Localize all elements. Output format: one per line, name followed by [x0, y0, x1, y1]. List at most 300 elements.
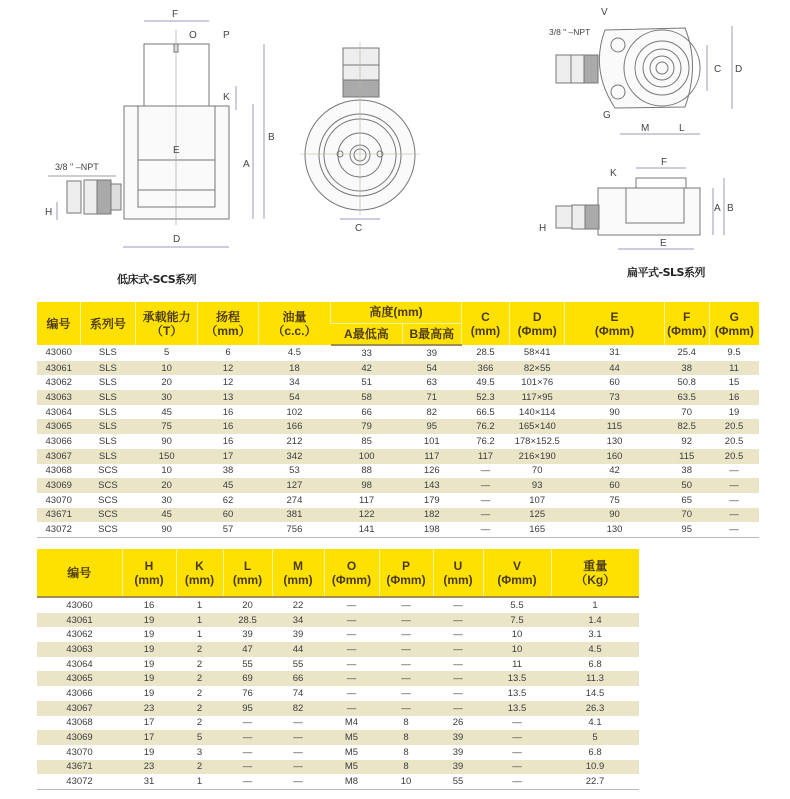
table-cell: 16: [198, 419, 258, 434]
table-cell: 179: [423, 494, 440, 506]
table-cell: 65: [681, 494, 692, 506]
table-cell: —: [346, 629, 357, 641]
col2-header-weight: 重量 （Kg）: [551, 549, 639, 597]
dim-label-E: E: [173, 145, 180, 156]
table-cell: 102: [286, 406, 303, 418]
table-cell: 1: [176, 613, 223, 628]
table-cell: 43671: [37, 760, 122, 775]
table-cell: 15: [728, 377, 740, 389]
table-cell: 70: [681, 406, 692, 418]
col-header-a-min: A最低高: [331, 323, 403, 345]
table-cell: 43064: [66, 658, 93, 670]
table-cell: 90: [161, 435, 172, 447]
table-cell: 101: [423, 435, 440, 447]
table-cell: 12: [198, 361, 258, 376]
table-cell: 20: [242, 599, 253, 611]
table-cell: —: [346, 599, 357, 611]
table-cell: 43066: [45, 435, 72, 447]
table-row: [37, 464, 759, 479]
table-cell: —: [453, 687, 463, 699]
sls-side-view: [556, 168, 724, 249]
table-cell: —: [480, 494, 491, 506]
table-cell: 95: [664, 522, 709, 537]
col2-header-m: M (mm): [272, 549, 324, 597]
table-cell: 43063: [37, 642, 122, 657]
table-cell: 13.5: [507, 687, 527, 699]
table-cell: 130: [606, 435, 623, 447]
table-cell: 57: [198, 522, 258, 537]
dim-label-L-sls: L: [679, 123, 685, 134]
table-cell: 150: [135, 449, 198, 464]
table-cell: M8: [324, 774, 379, 789]
dim-label-C-sls: C: [714, 64, 722, 75]
table-cell: —: [401, 629, 411, 641]
table-cell: 10: [161, 465, 172, 477]
table-cell: 90: [609, 406, 620, 418]
table-cell: 3.1: [588, 629, 602, 641]
col2-header-p: P (Φmm): [379, 549, 433, 597]
table-cell: —: [512, 717, 522, 729]
table-cell: 11: [709, 361, 759, 376]
table-cell: 43070: [66, 746, 93, 758]
table-cell: SLS: [98, 347, 117, 359]
table-cell: 8: [403, 746, 409, 758]
table-cell: 130: [565, 522, 665, 537]
table-cell: —: [346, 658, 357, 670]
table-cell: 16: [222, 435, 234, 447]
table-cell: —: [324, 642, 379, 657]
table-cell: 7.5: [483, 613, 551, 628]
table-cell: —: [223, 774, 272, 789]
table-cell: —: [709, 522, 759, 537]
table-row: [37, 627, 639, 642]
table-cell: 53: [289, 465, 300, 477]
dim-label-B-sls: B: [727, 203, 734, 214]
table-cell: —: [324, 613, 379, 628]
table-cell: 100: [331, 449, 403, 464]
table-cell: —: [272, 760, 324, 775]
sls-top-view: [556, 26, 732, 134]
table-cell: —: [483, 730, 551, 745]
table-cell: 19: [143, 629, 155, 641]
table-cell: 43063: [37, 390, 80, 405]
table-cell: 74: [292, 687, 304, 699]
table-cell: 5: [164, 347, 170, 359]
table-cell: 8: [379, 730, 433, 745]
table-cell: 4.5: [551, 642, 639, 657]
table-cell: —: [461, 478, 510, 493]
table-cell: 127: [258, 478, 331, 493]
table-cell: —: [379, 701, 433, 716]
table-cell: 30: [135, 390, 198, 405]
table-cell: 82.5: [664, 419, 709, 434]
dim-label-K: K: [223, 92, 230, 103]
technical-drawings: [0, 0, 790, 290]
table-cell: 82: [272, 701, 324, 716]
table-row: [37, 508, 759, 523]
table-cell: 60: [198, 508, 258, 523]
col-header-oil: 油量 （c.c.）: [258, 302, 331, 345]
table-row: [37, 405, 759, 420]
table-cell: SLS: [80, 419, 135, 434]
table-cell: —: [379, 671, 433, 686]
table-cell: 20: [135, 478, 198, 493]
table-row: [37, 671, 639, 686]
table-row: [37, 493, 759, 508]
table-cell: 26.3: [551, 701, 639, 716]
dim-label-A: A: [243, 159, 250, 170]
table-cell: 6.8: [588, 658, 602, 670]
table-cell: 76.2: [461, 419, 510, 434]
table-cell: 12: [222, 377, 234, 389]
table-cell: 381: [258, 508, 331, 523]
col2-header-k: K (mm): [176, 549, 223, 597]
col2-header-o: O (Φmm): [324, 549, 379, 597]
table-cell: 756: [258, 522, 331, 537]
col-header-g: G (Φmm): [709, 302, 759, 345]
table-cell: 126: [423, 465, 440, 477]
table-cell: SCS: [98, 465, 118, 477]
table-cell: —: [709, 478, 759, 493]
table-cell: 13: [198, 390, 258, 405]
table-cell: 75: [135, 419, 198, 434]
table-cell: 117×95: [510, 390, 565, 405]
table-cell: 10: [511, 629, 523, 641]
col-header-d: D (Φmm): [510, 302, 565, 345]
dim-label-C: C: [355, 223, 363, 234]
table-cell: 178×152.5: [514, 435, 560, 447]
table-cell: 198: [402, 522, 461, 537]
table-cell: —: [346, 687, 357, 699]
table-cell: 90: [135, 522, 198, 537]
table-cell: 141: [331, 522, 403, 537]
dim-label-F-sls: F: [661, 157, 668, 168]
table-cell: 70: [531, 465, 543, 477]
table-cell: 43061: [37, 613, 122, 628]
table-cell: 1: [196, 629, 203, 641]
table-cell: 31: [609, 347, 620, 359]
table-cell: 75: [609, 494, 620, 506]
table-row: [37, 361, 759, 376]
table-cell: —: [461, 508, 510, 523]
table-cell: 50.8: [677, 377, 696, 389]
table-cell: —: [242, 717, 253, 729]
table-cell: SLS: [80, 390, 135, 405]
table-cell: 8: [403, 717, 409, 729]
table-cell: 5: [176, 730, 223, 745]
table-row: [37, 657, 639, 672]
table-cell: 79: [331, 419, 403, 434]
dim-label-A-sls: A: [714, 203, 721, 214]
col-header-stroke: 扬程 （mm）: [198, 302, 258, 345]
dim-label-H: H: [45, 207, 53, 218]
table-cell: 165: [510, 522, 565, 537]
table-cell: 85: [361, 435, 372, 447]
table-row: [37, 375, 759, 390]
table-cell: SLS: [98, 377, 117, 389]
table-row: [37, 478, 759, 493]
table-cell: 39: [426, 347, 438, 359]
table-cell: —: [293, 746, 303, 758]
dim-label-npt-sls: 3/8 " –NPT: [549, 27, 591, 37]
table-cell: 76: [242, 687, 253, 699]
table-cell: 143: [402, 478, 461, 493]
table-cell: 19: [122, 671, 176, 686]
dim-label-npt: 3/8 " –NPT: [55, 162, 99, 172]
table-row: [37, 716, 639, 731]
table-cell: 16: [709, 390, 759, 405]
table-cell: 45: [161, 406, 172, 418]
table-cell: SCS: [80, 478, 135, 493]
table-cell: 43062: [45, 377, 72, 389]
table-cell: 11: [512, 658, 522, 670]
table-cell: 60: [565, 478, 665, 493]
table-cell: 20: [161, 377, 172, 389]
table-cell: 38: [681, 465, 692, 477]
table-cell: 125: [510, 508, 565, 523]
col-header-series: 系列号: [80, 302, 135, 345]
table-row: [37, 774, 639, 789]
table-cell: 107: [529, 494, 546, 506]
col-header-b-max: B最高高: [402, 323, 461, 345]
table-cell: 47: [223, 642, 272, 657]
table-cell: 82×55: [510, 361, 565, 376]
table-cell: —: [709, 508, 759, 523]
col-header-code: 编号: [37, 302, 80, 345]
dim-label-B: B: [268, 132, 275, 143]
table-cell: 43062: [66, 629, 93, 641]
table-cell: 2: [196, 717, 203, 729]
table-row: [37, 419, 759, 434]
table-cell: 2: [196, 687, 203, 699]
table-cell: 140×114: [518, 406, 556, 418]
table-cell: 20.5: [709, 449, 759, 464]
table-cell: 2: [176, 671, 223, 686]
table-cell: 115: [565, 419, 665, 434]
table-cell: SLS: [98, 406, 117, 418]
col2-header-u: U (mm): [433, 549, 483, 597]
table-cell: 10: [379, 774, 433, 789]
table-cell: 76.2: [476, 435, 495, 447]
table-cell: 11.3: [551, 671, 639, 686]
table-cell: 19: [728, 406, 740, 418]
table-cell: 9.5: [727, 347, 741, 359]
table-cell: —: [483, 774, 551, 789]
table-row: [37, 613, 639, 628]
col2-header-h: H (mm): [122, 549, 176, 597]
table-cell: 39: [292, 629, 304, 641]
table-cell: 66: [272, 671, 324, 686]
table-cell: 13.5: [483, 671, 551, 686]
table-cell: 43067: [37, 701, 122, 716]
table-cell: —: [453, 629, 463, 641]
table-cell: 10.9: [551, 760, 639, 775]
col2-header-code: 编号: [37, 549, 122, 597]
table-cell: 54: [402, 361, 461, 376]
table-cell: 5.5: [510, 599, 524, 611]
table-cell: 4.1: [588, 717, 602, 729]
table-cell: 55: [242, 658, 253, 670]
table-cell: 19: [122, 613, 176, 628]
table-cell: 58: [331, 390, 403, 405]
table-cell: 4.5: [287, 347, 302, 359]
table-cell: 39: [433, 760, 483, 775]
table-cell: 117: [461, 449, 510, 464]
table-cell: 165×140: [510, 419, 565, 434]
table-row: [37, 434, 759, 449]
table-cell: 63.5: [664, 390, 709, 405]
table-cell: SLS: [98, 435, 117, 447]
table-cell: 45: [135, 508, 198, 523]
table-cell: 19: [143, 687, 155, 699]
col-header-f: F (Φmm): [664, 302, 709, 345]
dim-label-K-sls: K: [610, 168, 617, 179]
table-cell: 25.4: [677, 347, 696, 359]
table-cell: 1.4: [551, 613, 639, 628]
table-cell: —: [379, 613, 433, 628]
table-cell: 8: [379, 760, 433, 775]
table-cell: 122: [331, 508, 403, 523]
table-cell: 43060: [45, 347, 72, 359]
dim-label-D: D: [173, 234, 181, 245]
table-cell: 70: [664, 508, 709, 523]
table-row: [37, 345, 759, 361]
table-cell: —: [401, 599, 411, 611]
table-cell: 2: [196, 658, 203, 670]
table-cell: 13.5: [483, 701, 551, 716]
col2-header-l: L (mm): [223, 549, 272, 597]
table-cell: —: [223, 760, 272, 775]
table-cell: 55: [292, 658, 304, 670]
table-cell: 23: [122, 701, 176, 716]
table-cell: 6.8: [588, 746, 602, 758]
table-cell: 43060: [66, 599, 93, 611]
table-row: [37, 522, 759, 537]
table-cell: 43068: [45, 465, 72, 477]
table-cell: —: [433, 671, 483, 686]
table-cell: 49.5: [476, 377, 495, 389]
table-row: [37, 686, 639, 701]
table-row: [37, 701, 639, 716]
table-cell: 66.5: [476, 406, 495, 418]
table-cell: 44: [272, 642, 324, 657]
table-cell: 60: [609, 377, 620, 389]
table-cell: 51: [361, 377, 372, 389]
table-cell: 19: [143, 658, 155, 670]
table-cell: 101×76: [521, 377, 554, 389]
table-cell: 17: [198, 449, 258, 464]
dim-label-H-sls: H: [539, 223, 547, 234]
table-cell: 95: [402, 419, 461, 434]
table-cell: 366: [461, 361, 510, 376]
spec-table-1: [37, 302, 759, 538]
table-cell: 42: [609, 465, 620, 477]
table-cell: —: [242, 746, 253, 758]
table-cell: 58×41: [523, 347, 551, 359]
table-cell: —: [379, 642, 433, 657]
table-cell: 43072: [37, 522, 80, 537]
table-cell: 3: [196, 746, 203, 758]
table-cell: —: [483, 760, 551, 775]
table-cell: 19: [143, 746, 155, 758]
table-cell: —: [272, 730, 324, 745]
table-cell: —: [512, 746, 522, 758]
table-cell: —: [461, 522, 510, 537]
table-cell: 115: [664, 449, 709, 464]
table-cell: 52.3: [461, 390, 510, 405]
table-cell: —: [729, 494, 739, 506]
table-cell: 1: [196, 599, 203, 611]
table-cell: 22.7: [551, 774, 639, 789]
table-cell: 43065: [37, 419, 80, 434]
table-cell: 19: [122, 642, 176, 657]
table-cell: 117: [359, 494, 375, 506]
dim-label-D-sls: D: [735, 64, 743, 75]
table-cell: 117: [402, 449, 461, 464]
table-cell: M5: [324, 760, 379, 775]
dim-label-P: P: [223, 30, 230, 41]
table-cell: 2: [176, 701, 223, 716]
table-cell: 1: [176, 774, 223, 789]
table-cell: SCS: [80, 522, 135, 537]
table-cell: 42: [331, 361, 403, 376]
table-cell: 95: [223, 701, 272, 716]
table-cell: —: [729, 465, 739, 477]
table-cell: 23: [122, 760, 176, 775]
dim-label-O: O: [189, 30, 197, 41]
dim-label-F: F: [172, 9, 179, 20]
table-cell: SCS: [80, 508, 135, 523]
table-cell: —: [433, 613, 483, 628]
table-cell: 44: [565, 361, 665, 376]
table-cell: 43065: [37, 671, 122, 686]
table-cell: SCS: [98, 494, 118, 506]
table-cell: 63: [426, 377, 438, 389]
col2-header-v: V (Φmm): [483, 549, 551, 597]
table-cell: —: [324, 671, 379, 686]
table-cell: 43066: [66, 687, 93, 699]
table-cell: 16: [222, 406, 234, 418]
table-cell: 90: [565, 508, 665, 523]
table-cell: 10: [135, 361, 198, 376]
table-row: [37, 390, 759, 405]
table-cell: 82: [426, 406, 438, 418]
dim-label-V: V: [601, 7, 608, 18]
table-cell: SLS: [80, 449, 135, 464]
table-cell: 66: [361, 406, 372, 418]
table-row: [37, 597, 639, 613]
dim-label-E-sls: E: [660, 238, 667, 249]
table-cell: M5: [344, 746, 359, 758]
sls-series-caption: 扁平式-SLS系列: [627, 266, 705, 279]
table-cell: 34: [272, 613, 324, 628]
table-cell: 39: [452, 746, 464, 758]
table-cell: 43064: [45, 406, 72, 418]
table-cell: 92: [681, 435, 692, 447]
table-cell: 30: [161, 494, 172, 506]
table-cell: —: [401, 687, 411, 699]
table-cell: —: [401, 658, 411, 670]
table-cell: 17: [143, 717, 155, 729]
table-cell: 62: [222, 494, 234, 506]
table-cell: 43671: [37, 508, 80, 523]
table-cell: 98: [331, 478, 403, 493]
col-header-e: E (Φmm): [565, 302, 665, 345]
table-cell: 17: [122, 730, 176, 745]
table-cell: 28.5: [223, 613, 272, 628]
spec-table-2: [37, 549, 639, 790]
table-cell: 10: [483, 642, 551, 657]
